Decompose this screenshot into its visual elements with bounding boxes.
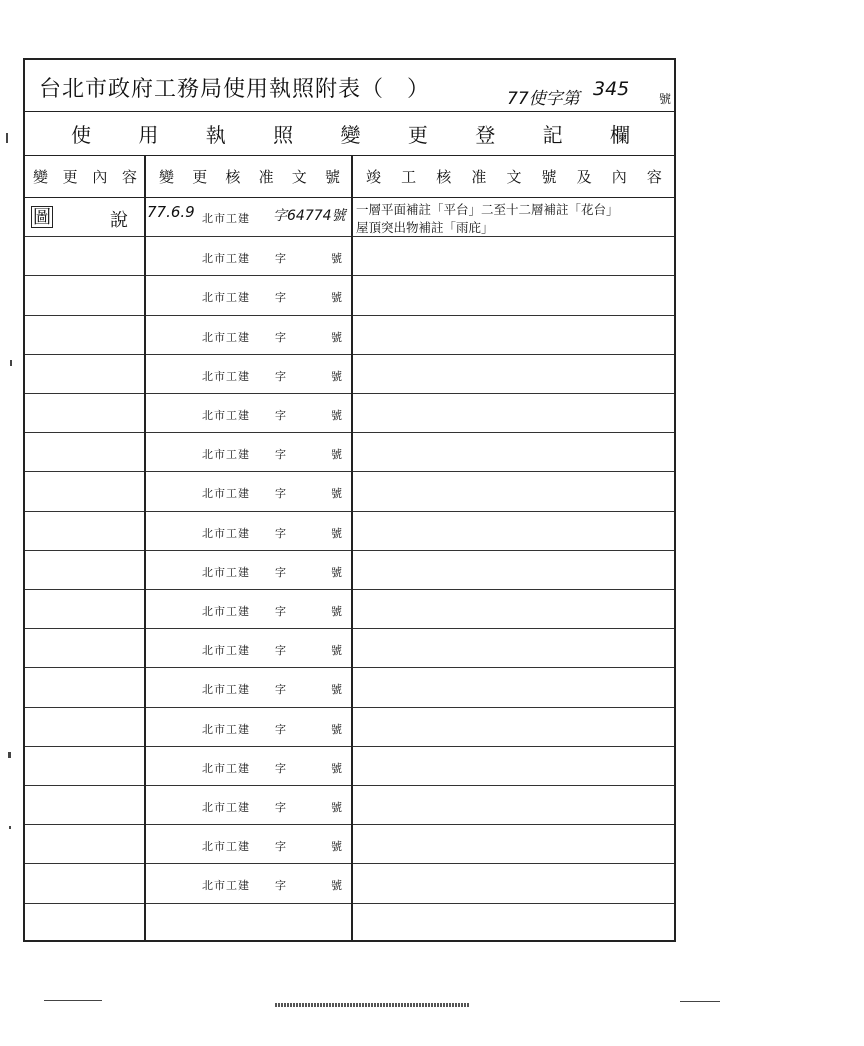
cell-approval-no bbox=[145, 668, 352, 707]
approval-zi: 字 bbox=[275, 879, 286, 893]
cell-completion bbox=[352, 551, 674, 590]
table-row bbox=[25, 668, 674, 707]
approval-hao: 號 bbox=[331, 840, 342, 854]
permit-prefix: 77使字第 bbox=[507, 89, 580, 109]
cell-approval-no bbox=[145, 708, 352, 747]
header-char: 內 bbox=[611, 168, 627, 186]
table-row-first bbox=[25, 198, 674, 237]
completion-note-line2: 屋頂突出物補註「雨庇」 bbox=[356, 220, 494, 235]
section-char: 使 bbox=[71, 123, 91, 147]
table-row bbox=[25, 551, 674, 590]
approval-hao: 號 bbox=[331, 252, 342, 266]
scan-mark bbox=[8, 752, 11, 758]
permit-number-field bbox=[507, 78, 672, 109]
cell-change-content bbox=[25, 747, 145, 786]
approval-hao: 號 bbox=[331, 409, 342, 422]
cell-approval-no bbox=[145, 394, 352, 433]
approval-dept: 北市工建 bbox=[202, 487, 250, 501]
header-change-content bbox=[25, 156, 145, 198]
table-row bbox=[25, 629, 674, 668]
approval-number: 字64774號 bbox=[273, 208, 346, 224]
approval-zi: 字 bbox=[275, 409, 286, 422]
cell-change-content bbox=[25, 512, 145, 551]
permit-appendix-form bbox=[23, 58, 676, 942]
approval-dept: 北市工建 bbox=[202, 722, 250, 736]
approval-dept: 北市工建 bbox=[202, 644, 250, 658]
approval-dept: 北市工建 bbox=[202, 526, 250, 540]
approval-dept: 北市工建 bbox=[202, 683, 250, 697]
cell-change-content bbox=[25, 786, 145, 825]
approval-dept: 北市工建 bbox=[202, 565, 250, 579]
header-char: 核 bbox=[225, 168, 241, 186]
cell-completion bbox=[352, 276, 674, 315]
scan-mark bbox=[6, 133, 8, 143]
cell-change-content bbox=[25, 276, 145, 315]
scan-mark bbox=[44, 1000, 102, 1001]
table-row bbox=[25, 825, 674, 864]
header-char: 更 bbox=[192, 168, 208, 186]
approval-zi: 字 bbox=[275, 644, 286, 658]
approval-zi: 字 bbox=[275, 526, 286, 540]
form-title: 台北市政府工務局使用執照附表（ ） bbox=[39, 77, 431, 102]
approval-hao: 號 bbox=[331, 369, 342, 383]
table-row bbox=[25, 590, 674, 629]
cell-approval-no bbox=[145, 747, 352, 786]
approval-hao: 號 bbox=[331, 722, 342, 736]
approval-hao: 號 bbox=[331, 683, 342, 697]
section-char: 用 bbox=[138, 123, 159, 147]
header-char: 變 bbox=[33, 168, 49, 186]
approval-hao: 號 bbox=[331, 801, 342, 814]
column-divider bbox=[144, 156, 146, 942]
approval-dept: 北市工建 bbox=[202, 252, 250, 266]
cell-change-content bbox=[25, 590, 145, 629]
cell-completion bbox=[352, 433, 674, 472]
cell-approval-no bbox=[145, 786, 352, 825]
table-row bbox=[25, 276, 674, 315]
approval-hao: 號 bbox=[331, 291, 342, 305]
approval-dept: 北市工建 bbox=[202, 330, 250, 344]
cell-change-content bbox=[25, 708, 145, 747]
table-row bbox=[25, 747, 674, 786]
approval-hao: 號 bbox=[331, 605, 342, 618]
scan-mark bbox=[275, 1003, 470, 1007]
cell-completion bbox=[352, 198, 674, 237]
cell-change-content bbox=[25, 394, 145, 433]
cell-approval-no bbox=[145, 864, 352, 903]
approval-dept: 北市工建 bbox=[202, 409, 250, 422]
table-row bbox=[25, 786, 674, 825]
approval-zi: 字 bbox=[275, 840, 286, 854]
header-char: 文 bbox=[506, 168, 522, 186]
header-char: 及 bbox=[576, 168, 592, 186]
header-char: 工 bbox=[401, 168, 417, 186]
cell-completion bbox=[352, 316, 674, 355]
approval-zi: 字 bbox=[275, 291, 286, 305]
cell-completion bbox=[352, 786, 674, 825]
cell-approval-no bbox=[145, 316, 352, 355]
cell-change-content bbox=[25, 825, 145, 864]
cell-approval-no bbox=[145, 551, 352, 590]
approval-zi: 字 bbox=[275, 487, 286, 501]
approval-hao: 號 bbox=[331, 448, 342, 462]
completion-note-line1: 一層平面補註「平台」二至十二層補註「花台」 bbox=[356, 202, 619, 217]
header-char: 更 bbox=[62, 168, 78, 186]
cell-approval-no bbox=[145, 472, 352, 511]
approval-dept: 北市工建 bbox=[202, 212, 250, 225]
approval-hao: 號 bbox=[331, 526, 342, 540]
approval-zi: 字 bbox=[275, 448, 286, 462]
table-row bbox=[25, 472, 674, 511]
header-completion bbox=[352, 156, 674, 198]
header-char: 准 bbox=[471, 168, 487, 186]
section-title bbox=[25, 112, 674, 156]
approval-zi: 字 bbox=[275, 801, 286, 814]
cell-completion bbox=[352, 747, 674, 786]
table-row bbox=[25, 512, 674, 551]
column-divider bbox=[351, 156, 353, 942]
approval-dept: 北市工建 bbox=[202, 291, 250, 305]
cell-completion bbox=[352, 237, 674, 276]
approval-date: 77.6.9 bbox=[147, 203, 195, 221]
cell-completion bbox=[352, 512, 674, 551]
header-char: 准 bbox=[258, 168, 274, 186]
header-char: 號 bbox=[324, 168, 340, 186]
header-char: 容 bbox=[121, 168, 137, 186]
section-char: 登 bbox=[475, 123, 496, 147]
header-char: 核 bbox=[436, 168, 452, 186]
approval-dept: 北市工建 bbox=[202, 801, 250, 814]
approval-hao: 號 bbox=[331, 644, 342, 658]
cell-completion bbox=[352, 394, 674, 433]
title-row bbox=[25, 60, 674, 112]
cell-completion bbox=[352, 825, 674, 864]
cell-completion bbox=[352, 355, 674, 394]
section-char: 更 bbox=[407, 123, 428, 147]
cell-change-content bbox=[25, 668, 145, 707]
scan-mark bbox=[10, 360, 12, 366]
approval-zi: 字 bbox=[275, 252, 286, 266]
section-char: 執 bbox=[205, 123, 226, 147]
cell-change-content bbox=[25, 551, 145, 590]
section-char: 欄 bbox=[610, 123, 630, 147]
cell-approval-no bbox=[145, 237, 352, 276]
approval-zi: 字 bbox=[275, 761, 286, 775]
table-row bbox=[25, 237, 674, 276]
cell-approval-no bbox=[145, 198, 352, 237]
table-row bbox=[25, 355, 674, 394]
permit-suffix: 號 bbox=[659, 92, 672, 106]
cell-approval-no bbox=[145, 590, 352, 629]
cell-change-content bbox=[25, 472, 145, 511]
cell-completion bbox=[352, 668, 674, 707]
approval-hao: 號 bbox=[331, 330, 342, 344]
cell-approval-no bbox=[145, 433, 352, 472]
content-char-b: 說 bbox=[110, 210, 128, 231]
section-char: 記 bbox=[542, 123, 563, 147]
header-approval-no bbox=[145, 156, 352, 198]
cell-approval-no bbox=[145, 355, 352, 394]
cell-completion bbox=[352, 590, 674, 629]
header-char: 變 bbox=[159, 168, 175, 186]
table-row bbox=[25, 433, 674, 472]
approval-dept: 北市工建 bbox=[202, 605, 250, 618]
permit-number: 345 bbox=[593, 78, 630, 100]
approval-dept: 北市工建 bbox=[202, 369, 250, 383]
cell-change-content bbox=[25, 864, 145, 903]
approval-zi: 字 bbox=[275, 369, 286, 383]
cell-approval-no bbox=[145, 825, 352, 864]
cell-change-content bbox=[25, 198, 145, 237]
approval-dept: 北市工建 bbox=[202, 448, 250, 462]
header-char: 竣 bbox=[366, 168, 382, 186]
approval-dept: 北市工建 bbox=[202, 761, 250, 775]
cell-change-content bbox=[25, 433, 145, 472]
header-char: 容 bbox=[646, 168, 662, 186]
scan-mark bbox=[9, 826, 11, 829]
table-row bbox=[25, 394, 674, 433]
approval-hao: 號 bbox=[331, 565, 342, 579]
approval-zi: 字 bbox=[275, 722, 286, 736]
cell-change-content bbox=[25, 237, 145, 276]
approval-hao: 號 bbox=[331, 487, 342, 501]
approval-zi: 字 bbox=[275, 330, 286, 344]
cell-change-content bbox=[25, 629, 145, 668]
cell-approval-no bbox=[145, 512, 352, 551]
approval-dept: 北市工建 bbox=[202, 879, 250, 893]
approval-hao: 號 bbox=[331, 879, 342, 893]
header-char: 文 bbox=[291, 168, 307, 186]
table-row bbox=[25, 864, 674, 903]
scan-mark bbox=[680, 1001, 720, 1002]
cell-approval-no bbox=[145, 276, 352, 315]
cell-completion bbox=[352, 629, 674, 668]
cell-completion bbox=[352, 708, 674, 747]
cell-completion bbox=[352, 864, 674, 903]
cell-approval-no bbox=[145, 629, 352, 668]
table-row bbox=[25, 708, 674, 747]
content-char-a: 圖 bbox=[33, 207, 51, 228]
cell-change-content bbox=[25, 316, 145, 355]
header-char: 號 bbox=[541, 168, 557, 186]
cell-change-content bbox=[25, 355, 145, 394]
table-row bbox=[25, 316, 674, 355]
approval-zi: 字 bbox=[275, 605, 286, 618]
approval-zi: 字 bbox=[275, 565, 286, 579]
header-char: 內 bbox=[92, 168, 108, 186]
section-char: 照 bbox=[273, 123, 294, 147]
approval-hao: 號 bbox=[331, 761, 342, 775]
approval-zi: 字 bbox=[275, 683, 286, 697]
approval-dept: 北市工建 bbox=[202, 840, 250, 854]
section-char: 變 bbox=[340, 123, 361, 147]
cell-completion bbox=[352, 472, 674, 511]
